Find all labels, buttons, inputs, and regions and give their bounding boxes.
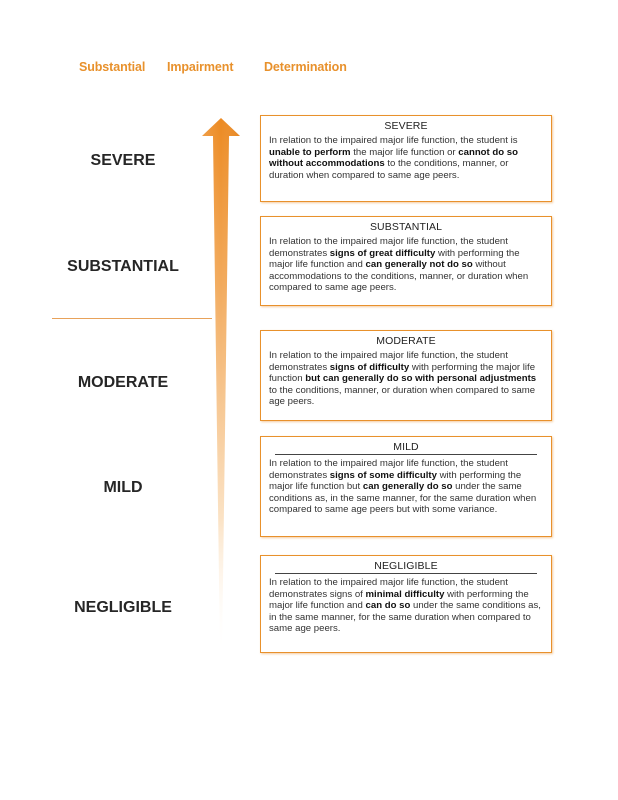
card-text: to the conditions, manner, or duration when compared to same age peers.	[269, 384, 536, 408]
card-title: MILD	[275, 441, 537, 455]
card-text-bold: signs of difficulty	[329, 361, 410, 373]
card-text-bold: can do so	[365, 600, 411, 612]
card-moderate	[260, 330, 552, 421]
card-severe	[260, 115, 552, 202]
card-text: to the conditions, manner, or duration when compared to same age peers.	[269, 158, 509, 181]
card-negligible	[260, 555, 552, 653]
header-impairment: Impairment	[167, 60, 234, 74]
card-body	[269, 236, 543, 294]
arrow-shape	[202, 118, 240, 655]
card-text: with performing the major life function and	[269, 588, 529, 612]
card-text-bold: but can generally do so with personal adjustments	[305, 373, 537, 385]
card-text-bold: can generally do so	[362, 481, 453, 493]
header-determination: Determination	[264, 60, 347, 74]
card-title: SUBSTANTIAL	[369, 221, 443, 233]
card-text: In relation to the impaired major life function, the student demonstrates signs of	[269, 577, 508, 600]
card-text: under the same conditions as, in the same manner, for the same duration when compared to same age peers but with some variance.	[269, 481, 537, 516]
card-text: with performing the major life function and	[269, 247, 520, 271]
level-label-mild: MILD	[103, 479, 143, 496]
card-text: In relation to the impaired major life function, the student is	[269, 135, 518, 146]
card-text-bold: signs of some difficulty	[329, 469, 437, 481]
card-text: under the same conditions as, in the same manner, for the same duration when compared to same age peers.	[269, 600, 541, 635]
card-text: with performing the major life function but	[269, 469, 522, 493]
threshold-divider	[52, 318, 212, 319]
card-text: with performing the major life function	[269, 361, 536, 385]
card-text-bold: can generally not do so	[365, 259, 473, 271]
card-title: SEVERE	[384, 120, 428, 132]
card-text: In relation to the impaired major life function, the student demonstrates	[269, 458, 508, 481]
card-substantial	[260, 216, 552, 306]
card-text-bold: signs of great difficulty	[329, 247, 436, 259]
card-body	[269, 458, 543, 516]
card-body	[269, 350, 543, 408]
card-text: the major life function or	[350, 146, 459, 158]
level-label-substantial: SUBSTANTIAL	[67, 258, 179, 275]
header-substantial: Substantial	[79, 60, 146, 74]
card-text-bold: minimal difficulty	[365, 588, 445, 600]
card-body	[269, 135, 543, 181]
card-text: In relation to the impaired major life function, the student demonstrates	[269, 350, 508, 373]
level-label-moderate: MODERATE	[77, 374, 169, 391]
card-text: In relation to the impaired major life function, the student demonstrates	[269, 236, 508, 259]
card-body	[269, 577, 543, 635]
card-text-bold: cannot do so without accommodations	[269, 146, 518, 170]
card-text-bold: unable to perform	[269, 146, 351, 158]
card-title: MODERATE	[376, 335, 436, 347]
card-title: NEGLIGIBLE	[275, 560, 537, 574]
level-label-negligible: NEGLIGIBLE	[74, 599, 172, 616]
level-label-severe: SEVERE	[90, 152, 156, 169]
card-text: without accommodations to the conditions, manner, or duration when compared to same age peers.	[269, 259, 529, 294]
card-mild	[260, 436, 552, 537]
